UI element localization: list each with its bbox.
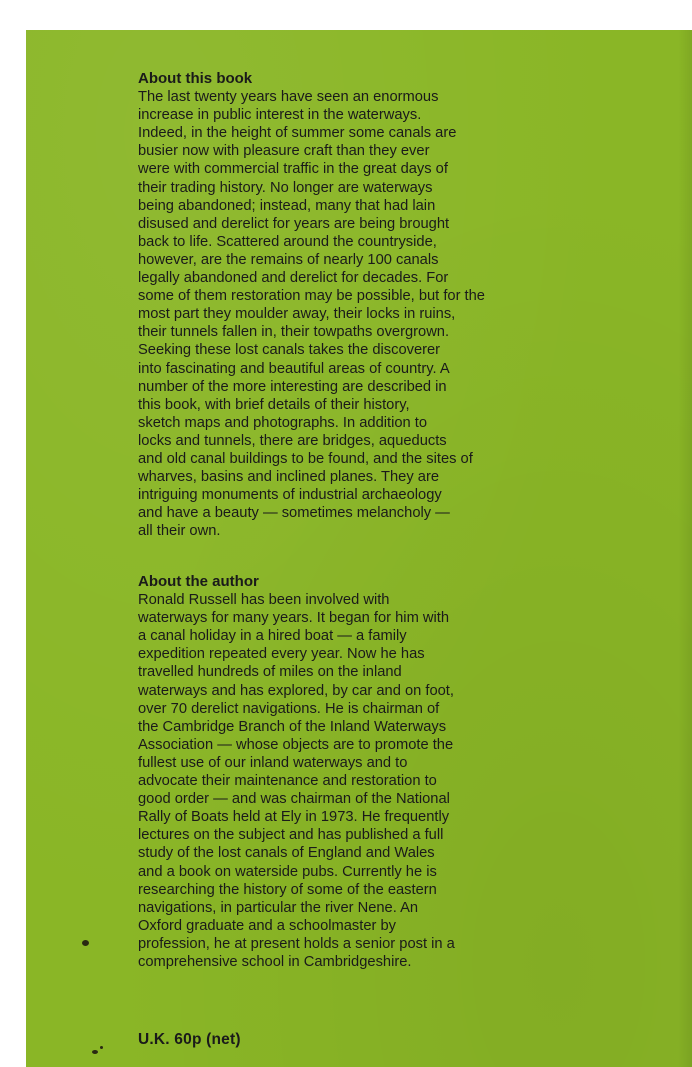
about-this-book-section bbox=[138, 70, 588, 540]
text-line: Oxford graduate and a schoolmaster by bbox=[138, 917, 396, 934]
text-line: this book, with brief details of their history, bbox=[138, 396, 410, 413]
price-section bbox=[138, 1015, 588, 1064]
text-line: good order — and was chairman of the National bbox=[138, 791, 450, 808]
text-line: study of the lost canals of England and Wales bbox=[138, 845, 435, 862]
text-line: fullest use of our inland waterways and to bbox=[138, 754, 408, 771]
text-line: Rally of Boats held at Ely in 1973. He frequently bbox=[138, 809, 450, 826]
text-line: locks and tunnels, there are bridges, aqueducts bbox=[138, 432, 447, 449]
text-line: number of the more interesting are described in bbox=[138, 378, 447, 395]
text-line: comprehensive school in Cambridgeshire. bbox=[138, 953, 412, 970]
text-line: intriguing monuments of industrial archaeology bbox=[138, 487, 442, 504]
text-line: their trading history. No longer are waterways bbox=[138, 179, 433, 196]
text-line: were with commercial traffic in the great days of bbox=[138, 161, 448, 178]
text-line: navigations, in particular the river Nene. An bbox=[138, 899, 419, 916]
text-line: travelled hundreds of miles on the inland bbox=[138, 664, 402, 681]
cover-edge-shadow bbox=[678, 30, 692, 1067]
text-line: Seeking these lost canals takes the discoverer bbox=[138, 342, 441, 359]
text-line: most part they moulder away, their locks in ruins, bbox=[138, 306, 456, 323]
text-line: sketch maps and photographs. In addition to bbox=[138, 414, 428, 431]
text-line: waterways for many years. It began for him with bbox=[138, 610, 450, 627]
about-the-author-section bbox=[138, 573, 588, 971]
text-line: increase in public interest in the waterways. bbox=[138, 107, 422, 124]
text-line: busier now with pleasure craft than they ever bbox=[138, 143, 430, 160]
text-line: Association — whose objects are to promote the bbox=[138, 736, 454, 753]
about-this-book-body bbox=[138, 88, 588, 540]
text-line: and old canal buildings to be found, and the sites of bbox=[138, 450, 473, 467]
text-line: wharves, basins and inclined planes. They are bbox=[138, 469, 440, 486]
text-line: waterways and has explored, by car and on foot, bbox=[138, 682, 454, 699]
text-line: their tunnels fallen in, their towpaths overgrown. bbox=[138, 324, 450, 341]
text-line: profession, he at present holds a senior post in a bbox=[138, 935, 455, 952]
text-line: some of them restoration may be possible, but for the bbox=[138, 288, 485, 305]
text-line: expedition repeated every year. Now he has bbox=[138, 646, 425, 663]
text-line: back to life. Scattered around the countryside, bbox=[138, 233, 437, 250]
text-line: over 70 derelict navigations. He is chairman of bbox=[138, 700, 440, 717]
text-line: Indeed, in the height of summer some canals are bbox=[138, 125, 457, 142]
text-line: into fascinating and beautiful areas of country. A bbox=[138, 360, 450, 377]
price-label: U.K. 60p (net) bbox=[138, 1030, 241, 1048]
text-line: Ronald Russell has been involved with bbox=[138, 592, 390, 609]
stain-mark bbox=[100, 1046, 103, 1049]
text-line: lectures on the subject and has published a full bbox=[138, 827, 444, 844]
text-line: all their own. bbox=[138, 523, 221, 540]
text-line: the Cambridge Branch of the Inland Waterways bbox=[138, 718, 447, 735]
text-line: researching the history of some of the eastern bbox=[138, 881, 437, 898]
about-the-author-body bbox=[138, 591, 588, 971]
text-line: advocate their maintenance and restoration to bbox=[138, 773, 437, 790]
stain-mark bbox=[82, 940, 89, 946]
text-line: however, are the remains of nearly 100 canals bbox=[138, 251, 439, 268]
text-line: The last twenty years have seen an enormous bbox=[138, 89, 439, 106]
about-the-author-heading: About the author bbox=[138, 573, 259, 590]
text-line: and have a beauty — sometimes melancholy — bbox=[138, 505, 450, 522]
about-this-book-heading: About this book bbox=[138, 70, 253, 87]
text-line: and a book on waterside pubs. Currently he is bbox=[138, 863, 437, 880]
text-line: being abandoned; instead, many that had lain bbox=[138, 197, 436, 214]
text-line: legally abandoned and derelict for decades. For bbox=[138, 270, 449, 287]
stain-mark bbox=[92, 1050, 98, 1054]
text-line: disused and derelict for years are being brought bbox=[138, 215, 450, 232]
text-line: a canal holiday in a hired boat — a family bbox=[138, 628, 407, 645]
